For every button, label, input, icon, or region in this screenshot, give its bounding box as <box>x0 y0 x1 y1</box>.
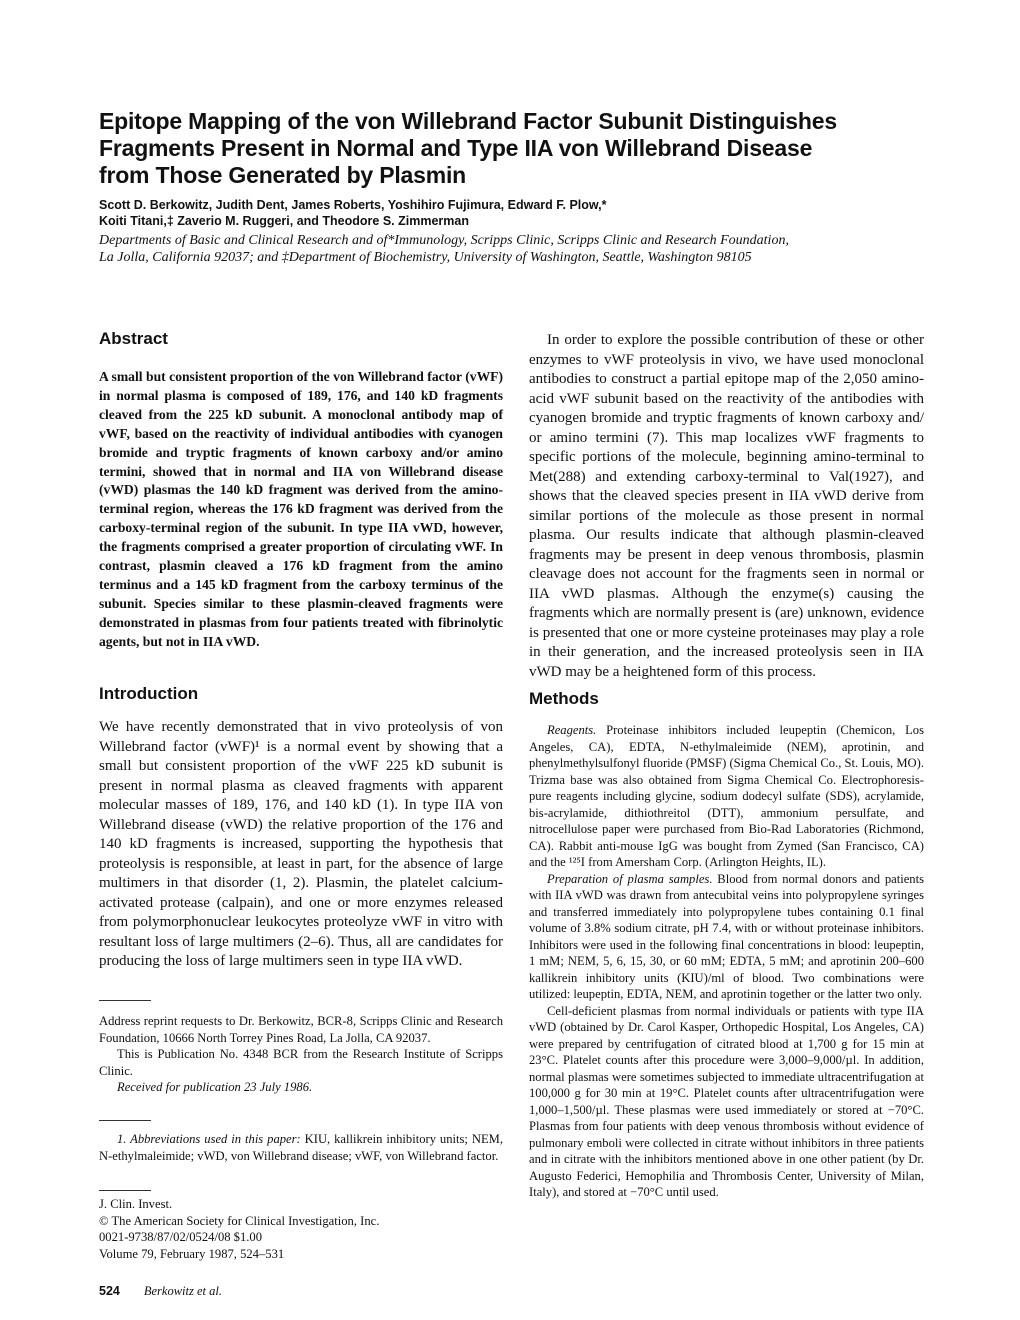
methods-heading: Methods <box>529 689 599 708</box>
reprint-address: Address reprint requests to Dr. Berkowitz, BCR-8, Scripps Clinic and Research Foundation, 10666 North Torrey Pines Road, La Jolla, CA 92037. <box>99 1014 503 1045</box>
cell-deficient-paragraph: Cell-deficient plasmas from normal individuals or patients with type IIA vWD (obtained by Dr. Carol Kasper, Orthopedic Hospital, Los Angeles, CA) were prepared by centrifugation of citrated blood at 1,700 g for 15 min at 23°C. Platelet counts after this procedure were 3,000–9,000/µl. In addition, normal plasmas were sometimes subjected to immediate ultracentrifugation at 100,000 g for 30 min at 19°C. Platelet counts after ultracentrifugation were 1,000–1,500/µl. These plasmas were used immediately or stored at −70°C. Plasmas from four patients with deep venous thrombosis without evidence of pulmonary emboli were collected in citrate without inhibitors in three patients and in citrate with the inhibitors mentioned above in one other patient (by Dr. Augusto Federici, Hemophilia and Thrombosis Center, University of Milan, Italy), and stored at −70°C until used. <box>529 1003 924 1199</box>
reagents-label: Reagents. <box>547 723 597 737</box>
reagents-text: Proteinase inhibitors included leupeptin (Chemicon, Los Angeles, CA), EDTA, N-ethylmaleimide (NEM), aprotinin, and phenylmethylsulfonyl fluoride (PMSF) (Sigma Chemical Co., St. Louis, MO). Trizma base was also obtained from Sigma Chemical Co. Electrophoresis-pure reagents including glycine, sodium dodecyl sulfate (SDS), acrylamide, bis-acrylamide, dithiothreitol (DTT), ammonium persulfate, and nitrocellulose paper were purchased from Bio-Rad Laboratories (Richmond, CA). Rabbit anti-mouse IgG was bought from Zymed (San Francisco, CA) and the ¹²⁵I from Amersham Corp. (Arlington Heights, IL). <box>529 723 924 869</box>
title-line: Fragments Present in Normal and Type IIA von Willebrand Disease <box>99 135 813 161</box>
journal-name: J. Clin. Invest. <box>99 1197 173 1211</box>
introduction-heading: Introduction <box>99 684 199 703</box>
footnote-divider <box>99 1190 151 1191</box>
publication-note: This is Publication No. 4348 BCR from the Research Institute of Scripps Clinic. <box>99 1047 503 1078</box>
correspondence-footnote <box>99 1013 503 1096</box>
journal-info <box>99 1196 503 1262</box>
plasma-label: Preparation of plasma samples. <box>547 871 713 886</box>
volume-line: Volume 79, February 1987, 524–531 <box>99 1246 285 1261</box>
abstract-text: A small but consistent proportion of the von Willebrand factor (vWF) in normal plasma is composed of 189, 176, and 140 kD fragments cleaved from the 225 kD subunit. A monoclonal antibody map of vWF, based on the reactivity of individual antibodies with cyanogen bromide and tryptic fragments of known carboxy and/or amino termini, showed that in normal and IIA von Willebrand disease (vWD) plasmas the 140 kD fragment was derived from the amino-terminal region, whereas the 176 kD fragment was derived from the carboxy-terminal region of the subunit. In type IIA vWD, however, the fragments comprised a greater proportion of circulating vWF. In contrast, plasmin cleaved a 176 kD fragment from the amino terminus and a 145 kD fragment from the carboxy terminus of the subunit. Species similar to these plasmin-cleaved fragments were demonstrated in plasmas from four patients treated with fibrinolytic agents, but not in IIA vWD. <box>99 369 503 649</box>
reagents-paragraph <box>529 722 924 871</box>
methods-body <box>529 722 924 1201</box>
page-number: 524 <box>99 1284 120 1298</box>
page-footer <box>99 1284 222 1299</box>
abbreviations-footnote <box>99 1131 503 1164</box>
copyright-line: © The American Society for Clinical Investigation, Inc. <box>99 1213 380 1228</box>
plasma-paragraph <box>529 871 924 1003</box>
abbreviations-text: KIU, kallikrein inhibitory units; NEM, N-ethylmaleimide; vWD, von Willebrand disease; vWF, von Willebrand factor. <box>99 1132 503 1163</box>
abbreviations-label: 1. Abbreviations used in this paper: <box>117 1132 301 1146</box>
plasma-text: Blood from normal donors and patients with IIA vWD was drawn from antecubital veins into polypropylene syringes and transferred immediately into polypropylene tubes containing 0.1 final volume of 3.8% sodium citrate, pH 7.4, with or without proteinase inhibitors. Inhibitors were used in the following final concentrations in blood: leupeptin, 1 mM; NEM, 5, 6, 15, 30, or 60 mM; EDTA, 5 mM; and aprotinin 200–600 kallikrein inhibitory units (KIU)/ml of blood. Two combinations were utilized: leupeptin, EDTA, NEM, and aprotinin together or the latter two only. <box>529 871 924 1001</box>
footnote-divider <box>99 1120 151 1121</box>
affiliation-line: La Jolla, California 92037; and ‡Department of Biochemistry, University of Washington, Seattle, Washington 98105 <box>99 250 752 265</box>
footnote-divider <box>99 1000 151 1001</box>
author-list <box>99 197 879 229</box>
author-line: Koiti Titani,‡ Zaverio M. Ruggeri, and Theodore S. Zimmerman <box>99 214 469 228</box>
article-title <box>99 108 859 189</box>
abstract-heading: Abstract <box>99 329 168 348</box>
issn-line: 0021-9738/87/02/0524/08 $1.00 <box>99 1230 263 1244</box>
affiliation-line: Departments of Basic and Clinical Research and of*Immunology, Scripps Clinic, Scripps Clinic and Research Foundation, <box>99 233 789 248</box>
introduction-text: We have recently demonstrated that in vivo proteolysis of von Willebrand factor (vWF)¹ is a normal event by showing that a small but consistent proportion of the vWF 225 kD subunit is present in normal plasma as cleaved fragments with apparent molecular masses of 189, 176, and 140 kD (1). In type IIA von Willebrand disease (vWD) the relative proportion of the 176 and 140 kD fragments is increased, supporting the hypothesis that proteolysis is responsible, at least in part, for the absence of large multimers in that disorder (1, 2). Plasmin, the platelet calcium-activated protease (calpain), and one or more enzymes released from polymorphonuclear leukocytes proteolyze vWF in vitro with resultant loss of large multimers (2–6). Thus, all are candidates for producing the loss of large multimers seen in type IIA vWD. <box>99 719 503 969</box>
running-author: Berkowitz et al. <box>143 1284 222 1298</box>
affiliations <box>99 232 919 266</box>
received-date: Received for publication 23 July 1986. <box>117 1080 313 1094</box>
title-line: Epitope Mapping of the von Willebrand Factor Subunit Distinguishes <box>99 108 837 134</box>
introduction-continuation: In order to explore the possible contribution of these or other enzymes to vWF proteolysis in vivo, we have used monoclonal antibodies to construct a partial epitope map of the 2,050 amino-acid vWF subunit based on the reactivity of the antibodies with cyanogen bromide and tryptic fragments of known carboxy and/ or amino termini (7). This map localizes vWF fragments to specific portions of the molecule, beginning amino-terminal to Met(288) and extending carboxy-terminal to Val(1927), and shows that the cleaved species present in IIA vWD derive from similar portions of the molecule as those present in normal plasma. Our results indicate that although plasmin-cleaved fragments may be present in deep venous thrombosis, plasmin cleavage does not account for the fragments seen in normal or IIA vWD plasmas. Although the enzyme(s) causing the fragments which are normally present is (are) unknown, evidence is presented that one or more cysteine proteinases may play a role in their generation, and the increased proteolysis seen in IIA vWD may be a heightened form of this process. <box>529 332 924 680</box>
title-line: from Those Generated by Plasmin <box>99 162 467 188</box>
author-line: Scott D. Berkowitz, Judith Dent, James Roberts, Yoshihiro Fujimura, Edward F. Plow,* <box>99 198 607 212</box>
